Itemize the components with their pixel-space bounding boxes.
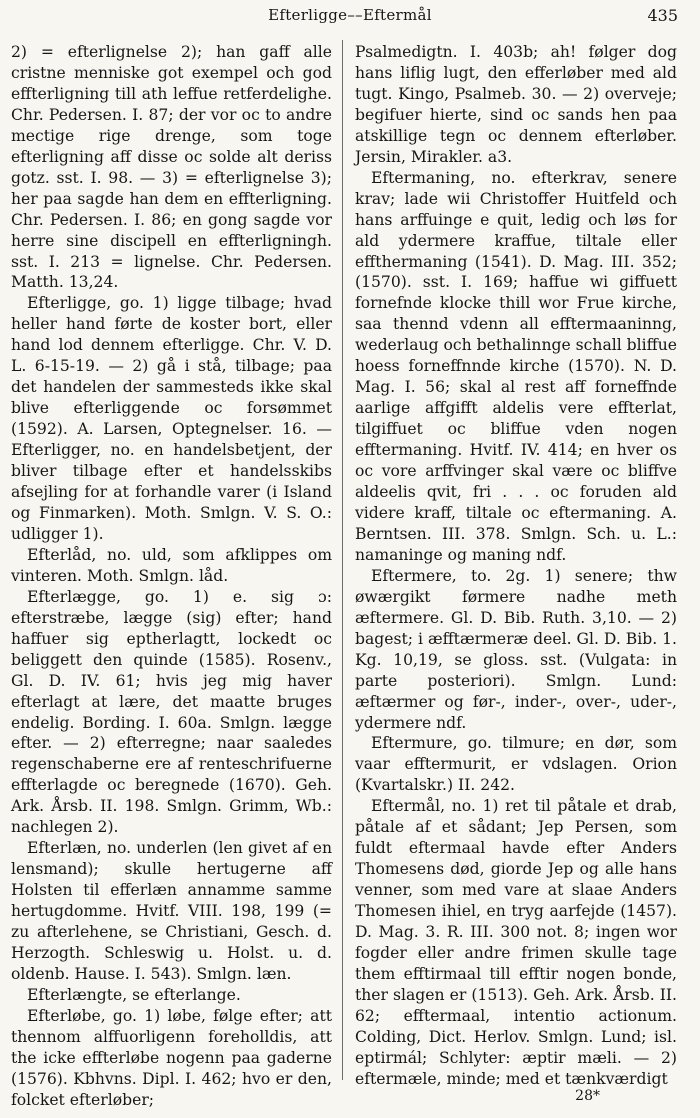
right-column [355, 42, 677, 1088]
entry-paragraph: Efterløbe, go. 1) løbe, følge efter; att thennom alffuorligenn foreholldis, att the icke effterløbe nogenn paa gaderne (1576). Kbhvns. Dipl. I. 462; hvo er den, folcket efterløber; [11, 1006, 332, 1109]
entry-paragraph: Eftermure, go. tilmure; en dør, som vaar efftermurit, er vdslagen. Orion (Kvartalskr.) II. 242. [355, 734, 677, 795]
page-number: 435 [647, 6, 678, 25]
entry-paragraph: Efterlægge, go. 1) e. sig ɔ: efterstræbe, lægge (sig) efter; hand haffuer sig eptherlagtt, lockedt oc beliggett den quinde (1585). Rosenv., Gl. D. IV. 61; hvis jeg mig haver efterlagt at lære, det maatte bruges endelig. Bording. I. 60a. Smlgn. lægge efter. — 2) efterregne; naar saaledes regenschaberne ere af renteschrifuerne effterlagde oc beregnede (1670). Geh. Ark. Årsb. II. 198. Smlgn. Grimm, Wb.: nachlegen 2). [11, 587, 332, 837]
signature-mark: 28* [575, 1088, 600, 1104]
page-header [0, 6, 700, 28]
entry-paragraph: 2) = efterlignelse 2); han gaff alle cristne menniske got exempel och god effterligning till ath leffue retferdelighe. Chr. Pedersen. I. 87; der vor oc to andre mectige rige drenge, som toge efterligning aff disse oc solde alt deriss gotz. sst. I. 98. — 3) = efterlignelse 3); her paa sagde han dem en effterligning. Chr. Pedersen. I. 86; en gong sagde vor herre sine discipell en effterligningh. sst. I. 213 = lignelse. Chr. Pedersen. Matth. 13,24. [11, 43, 332, 292]
left-column [11, 42, 332, 1109]
entry-paragraph: Efterlæn, no. underlen (len givet af en lensmand); skulle hertugerne aff Holsten til efferlæn annamme samme hertugdomme. Hvitf. VIII. 198, 199 (= zu afterlehene, se Christiani, Gesch. d. Herzogth. Schleswig u. Holst. u. d. oldenb. Hause. I. 543). Smlgn. læn. [11, 839, 332, 983]
column-divider [342, 40, 343, 1080]
entry-paragraph: Eftermere, to. 2g. 1) senere; thw øwærgikt førmere nadhe meth æftermere. Gl. D. Bib. Ruth. 3,10. — 2) bagest; i æfftærmeræ deel. Gl. D. Bib. 1. Kg. 10,19, se gloss. sst. (Vulgata: in parte posteriori). Smlgn. Lund: æftærmer og før-, inder-, over-, uder-, ydermere ndf. [355, 566, 677, 732]
entry-paragraph: Psalmedigtn. I. 403b; ah! følger dog hans liflig lugt, den efferløber med ald tugt. Kingo, Psalmeb. 30. — 2) overveje; begifuer hierte, sind oc sands hen paa atskillige tegn oc dennem efterløber. Jersin, Mirakler. a3. [355, 43, 677, 166]
entry-paragraph: Efterligge, go. 1) ligge tilbage; hvad heller hand førte de koster bort, eller hand lod dennem efterligge. Chr. V. D. L. 6-15-19. — 2) gå i stå, tilbage; paa det handelen der sammesteds ikke skal blive efterliggende oc forsømmet (1592). A. Larsen, Optegnelser. 16. — Efterligger, no. en handelsbetjent, der bliver tilbage efter et handelsskibs afsejling for at forhandle varer (i Island og Finmarken). Moth. Smlgn. V. S. O.: udligger 1). [11, 294, 332, 543]
entry-paragraph: Eftermål, no. 1) ret til påtale et drab, påtale af et sådant; Jep Persen, som fuldt eftermaal havde efter Anders Thomesens død, giorde Jep og alle hans venner, som med vare at slaae Anders Thomesen ihiel, en tryg aarfejde (1457). D. Mag. 3. R. III. 300 not. 8; ingen wor fogder eller andre frimen skulle tage them efftirmaal till efftir nogen bonde, ther slagen er (1513). Geh. Ark. Årsb. II. 62; efftermaal, intentio actionum. Colding, Dict. Herlov. Smlgn. Lund; isl. eptirmál; Schlyter: æptir mæli. — 2) eftermæle, minde; med et tænkværdigt [355, 797, 677, 1088]
running-title: Efterligge––Eftermål [268, 6, 432, 24]
entry-paragraph: Efterlåd, no. uld, som afklippes om vinteren. Moth. Smlgn. låd. [11, 545, 332, 585]
entry-paragraph: Eftermaning, no. efterkrav, senere krav; lade wii Christoffer Huitfeld och hans arffuinge e quit, ledig och løs for ald ydermere kraffue, tiltale eller effthermaning (1541). D. Mag. III. 352; (1570). sst. I. 169; haffue wi giffuett fornefnde klocke thill wor Frue kirche, saa thennd vdenn all efftermaaninng, wederlaug och bethalinnge schall bliffue hoess forneffnnde kirche (1570). N. D. Mag. I. 56; skal al rest aff forneffnde aarlige affgifft aldelis vere effterlat, tilgiffuet oc bliffue vden nogen efftermaning. Hvitf. IV. 414; en hver os oc vore arffvinger skal være oc bliffve aldeelis qvit, fri . . . oc foruden ald videre kraff, tiltale oc eftermaning. A. Berntsen. III. 378. Smlgn. Sch. u. L.: namaninge og maning ndf. [355, 168, 677, 564]
entry-paragraph: Efterlængte, se efterlange. [27, 985, 241, 1004]
